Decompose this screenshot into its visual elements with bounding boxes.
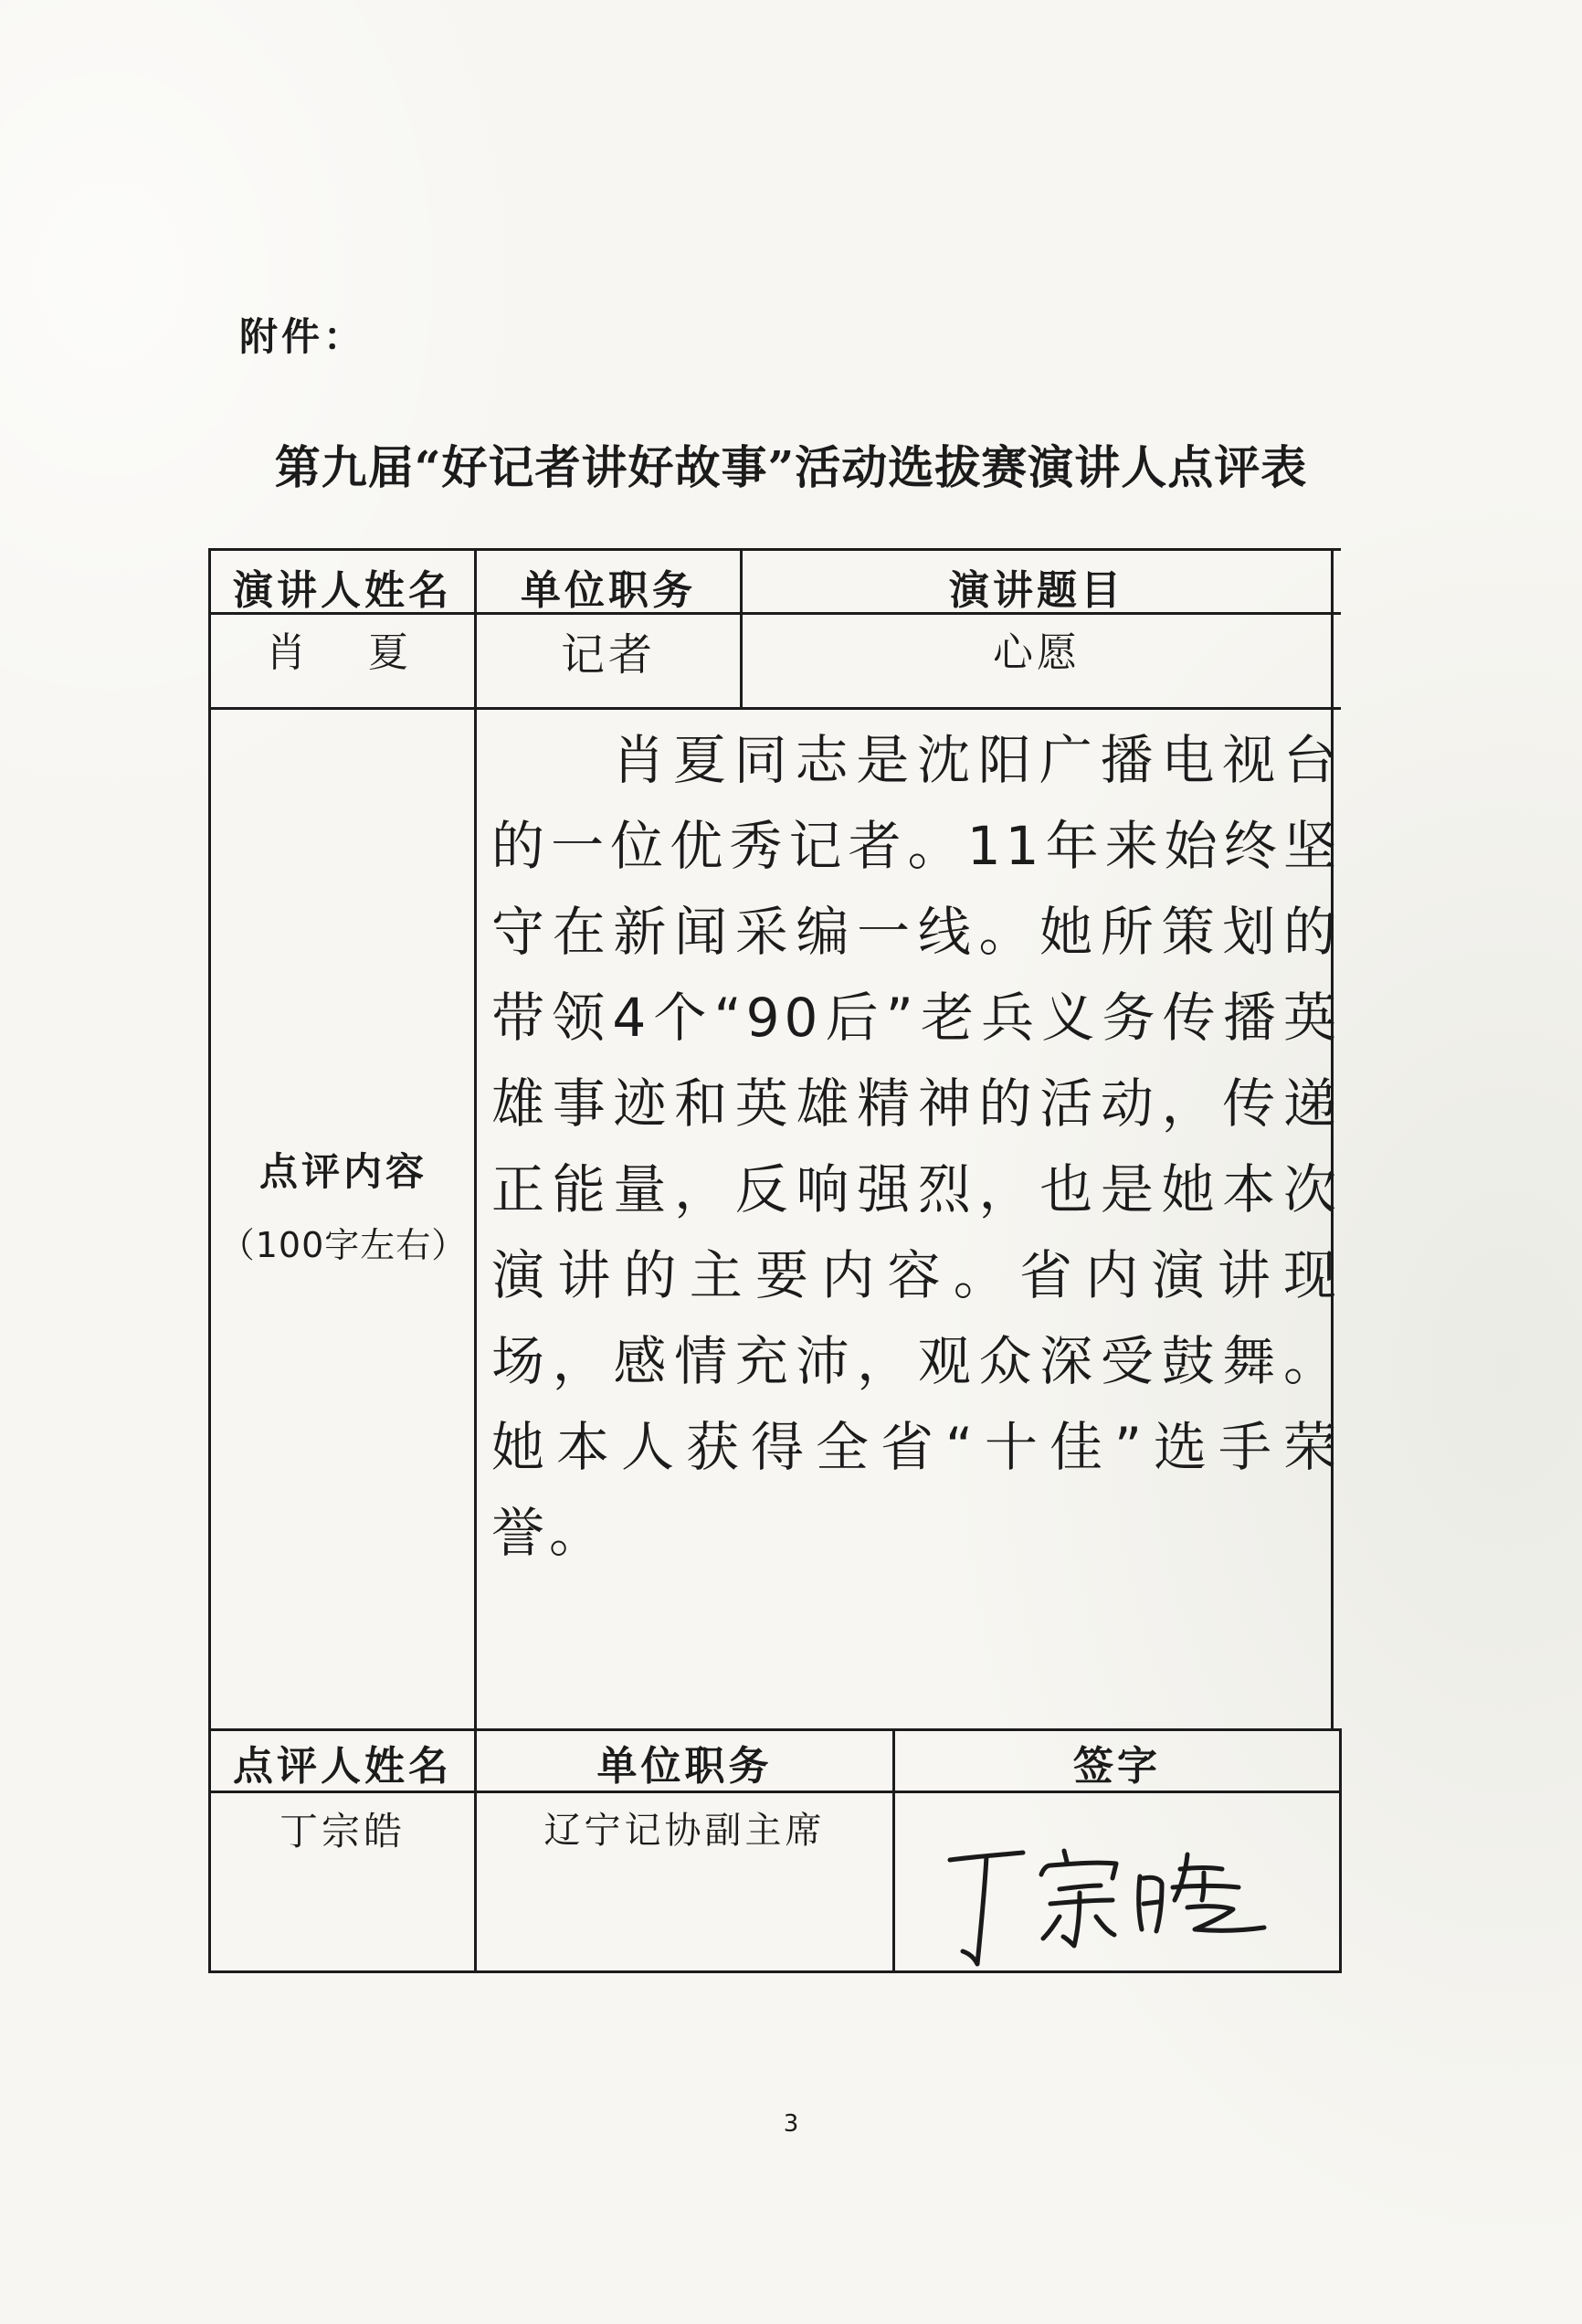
- header-reviewer-name: 点评人姓名: [233, 1743, 452, 1790]
- header-reviewer-position: 单位职务: [596, 1743, 773, 1790]
- header-speaker-name: 演讲人姓名: [233, 567, 452, 614]
- header-signature: 签字: [1073, 1743, 1161, 1790]
- comment-label: [212, 1142, 475, 1267]
- page-number: 3: [783, 2110, 799, 2138]
- review-table: [208, 548, 1342, 1973]
- handwritten-signature: [913, 1836, 1297, 1973]
- header-unit-position: 单位职务: [521, 567, 696, 614]
- speech-topic: 心愿: [993, 629, 1081, 676]
- speaker-name: 肖 夏: [266, 629, 419, 676]
- comment-text: 肖夏同志是沈阳广播电视台的一位优秀记者。11年来始终坚守在新闻采编一线。她所策划的带领4个“90后”老兵义务传播英雄事迹和英雄精神的活动，传递正能量，反响强烈，也是她本次演讲的主要内容。省内演讲现场，感情充沛，观众深受鼓舞。她本人获得全省“十佳”选手荣誉。: [491, 729, 1341, 1564]
- table-border-right-lower: [1339, 1728, 1342, 1973]
- header-speech-topic: 演讲题目: [949, 567, 1124, 614]
- table-border-top: [208, 548, 1341, 551]
- speaker-position: 记者: [560, 629, 656, 681]
- table-rule-comment: [208, 1728, 1342, 1731]
- document-title: 第九届“好记者讲好故事”活动选拔赛演讲人点评表: [274, 440, 1308, 494]
- table-rule-speaker: [208, 707, 1341, 710]
- comment-label-hint: （100字左右）: [219, 1225, 468, 1265]
- comment-label-title: 点评内容: [258, 1149, 427, 1194]
- reviewer-name: 丁宗皓: [279, 1809, 406, 1854]
- reviewer-position: 辽宁记协副主席: [543, 1810, 826, 1852]
- attachment-label: 附件：: [239, 314, 366, 359]
